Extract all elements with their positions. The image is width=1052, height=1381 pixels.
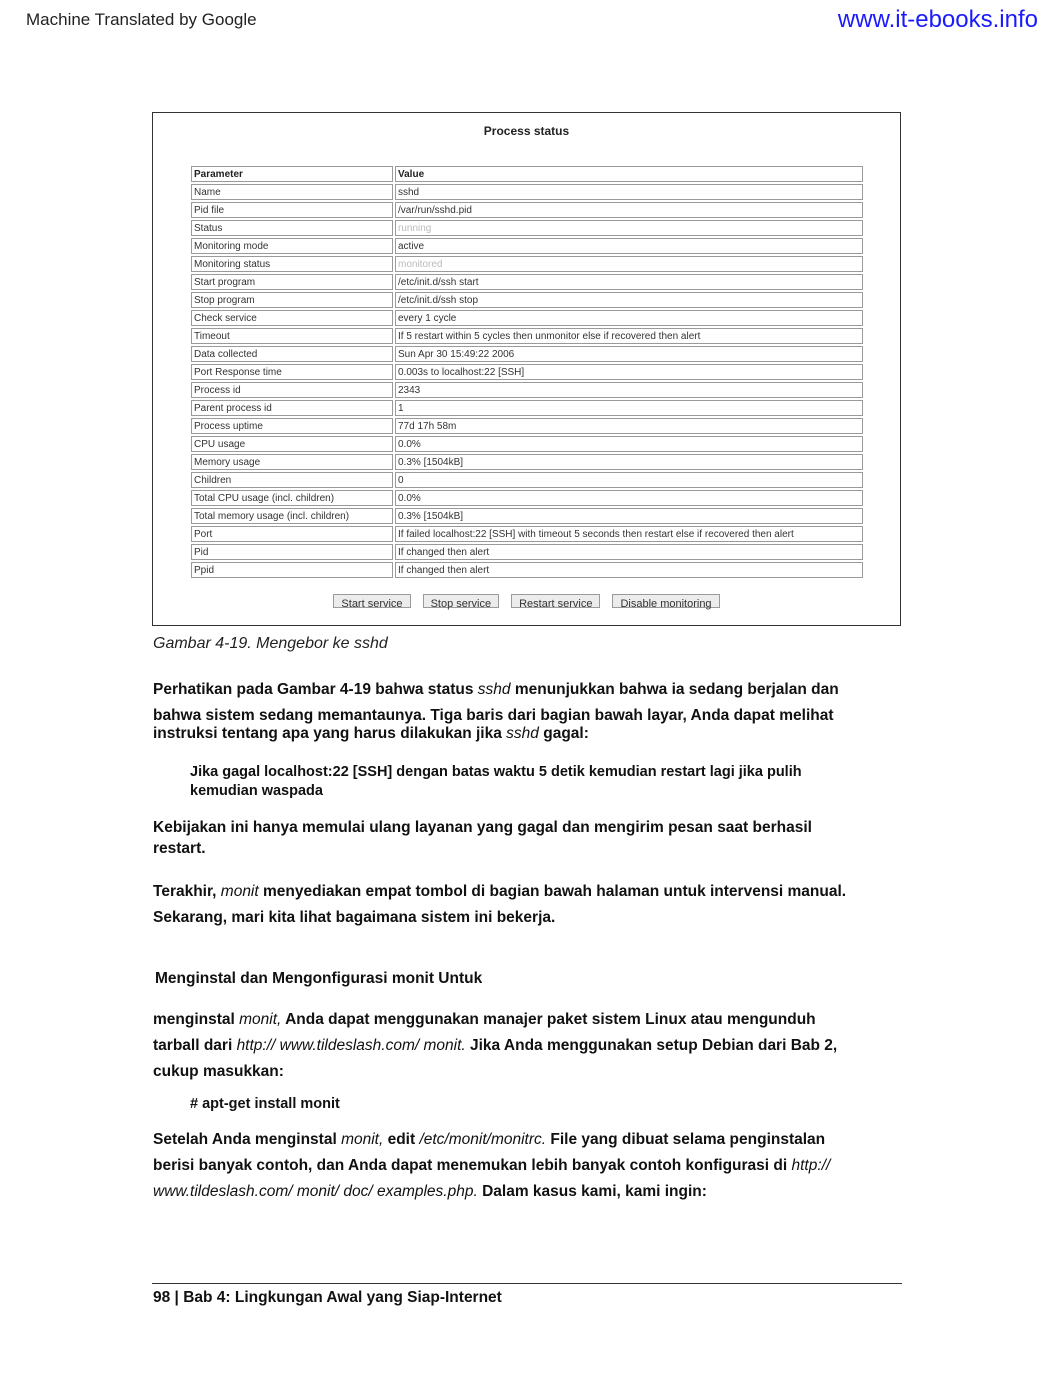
parameter-cell: Check service: [191, 310, 393, 326]
parameter-cell: Monitoring mode: [191, 238, 393, 254]
value-cell: 0.3% [1504kB]: [395, 454, 863, 470]
table-row: [191, 238, 863, 254]
text-run: menunjukkan bahwa ia sedang berjalan dan: [510, 681, 839, 698]
value-cell: If failed localhost:22 [SSH] with timeout 5 seconds then restart else if recovered then alert: [395, 526, 863, 542]
text-run: Jika gagal localhost:22 [SSH] dengan batas waktu 5 detik kemudian restart lagi jika pulih: [190, 764, 802, 780]
table-row: [191, 418, 863, 434]
text-run: gagal:: [538, 725, 589, 742]
tildeslash-url: http:// www.tildeslash.com/ monit.: [236, 1037, 466, 1054]
monitrc-path: /etc/monit/monitrc.: [419, 1131, 547, 1148]
parameter-cell: Timeout: [191, 328, 393, 344]
table-row: [191, 472, 863, 488]
table-row: [191, 220, 863, 236]
text-run: Perhatikan pada Gambar 4-19 bahwa status: [153, 681, 478, 698]
figure-caption: Gambar 4-19. Mengebor ke sshd: [153, 635, 388, 652]
value-cell: active: [395, 238, 863, 254]
text-run: menginstal: [153, 1011, 240, 1028]
stop-service-button[interactable]: Stop service: [423, 594, 500, 608]
table-row: [191, 292, 863, 308]
table-row: [191, 526, 863, 542]
paragraph-status-intro-end: [153, 724, 913, 744]
text-run-italic: sshd: [506, 725, 539, 742]
parameter-cell: Name: [191, 184, 393, 200]
value-cell: /etc/init.d/ssh stop: [395, 292, 863, 308]
text-run: Terakhir,: [153, 883, 221, 900]
parameter-cell: CPU usage: [191, 436, 393, 452]
parameter-cell: Total memory usage (incl. children): [191, 508, 393, 524]
text-run: File yang dibuat selama penginstalan: [546, 1131, 826, 1148]
text-run: tarball dari: [153, 1037, 237, 1054]
table-body: [191, 184, 863, 578]
parameter-cell: Total CPU usage (incl. children): [191, 490, 393, 506]
value-cell: If changed then alert: [395, 544, 863, 560]
table-row: [191, 562, 863, 578]
value-cell: 1: [395, 400, 863, 416]
table-row: [191, 508, 863, 524]
value-cell: monitored: [395, 256, 863, 272]
value-cell: 77d 17h 58m: [395, 418, 863, 434]
text-run: Jika Anda menggunakan setup Debian dari Bab 2,: [465, 1037, 838, 1054]
section-heading: Menginstal dan Mengonfigurasi monit Untuk: [155, 970, 483, 987]
text-run: menyediakan empat tombol di bagian bawah halaman untuk intervensi manual.: [258, 883, 847, 900]
disable-monitoring-button[interactable]: Disable monitoring: [612, 594, 719, 608]
value-cell: 0: [395, 472, 863, 488]
parameter-cell: Status: [191, 220, 393, 236]
parameter-cell: Pid: [191, 544, 393, 560]
value-cell: Sun Apr 30 15:49:22 2006: [395, 346, 863, 362]
parameter-cell: Ppid: [191, 562, 393, 578]
parameter-cell: Port: [191, 526, 393, 542]
parameter-cell: Process id: [191, 382, 393, 398]
column-header-value: Value: [395, 166, 863, 182]
value-cell: 0.0%: [395, 436, 863, 452]
table-header-row: [191, 166, 863, 182]
value-cell: /var/run/sshd.pid: [395, 202, 863, 218]
parameter-cell: Start program: [191, 274, 393, 290]
site-link[interactable]: www.it-ebooks.info: [837, 6, 1038, 33]
table-row: [191, 202, 863, 218]
paragraph-configure: [153, 1127, 913, 1205]
value-cell: running: [395, 220, 863, 236]
parameter-cell: Pid file: [191, 202, 393, 218]
text-run: Setelah Anda menginstal: [153, 1131, 342, 1148]
table-row: [191, 310, 863, 326]
table-row: [191, 184, 863, 200]
value-cell: 0.0%: [395, 490, 863, 506]
footer-divider: [152, 1283, 902, 1284]
paragraph-buttons: [153, 879, 913, 931]
table-row: [191, 256, 863, 272]
value-cell: If 5 restart within 5 cycles then unmonitor else if recovered then alert: [395, 328, 863, 344]
table-row: [191, 490, 863, 506]
parameter-cell: Port Response time: [191, 364, 393, 380]
text-run: instruksi tentang apa yang harus dilakukan jika: [153, 725, 507, 742]
figure-title: Process status: [483, 124, 570, 138]
action-buttons: [153, 594, 900, 608]
parameter-cell: Process uptime: [191, 418, 393, 434]
table-row: [191, 382, 863, 398]
table-row: [191, 454, 863, 470]
text-run-italic: monit: [220, 883, 259, 900]
table-row: [191, 274, 863, 290]
parameter-cell: Children: [191, 472, 393, 488]
parameter-cell: Data collected: [191, 346, 393, 362]
text-run: berisi banyak contoh, dan Anda dapat menemukan lebih banyak contoh konfigurasi di: [153, 1157, 792, 1174]
examples-url-end: www.tildeslash.com/ monit/ doc/ examples.php.: [153, 1183, 478, 1200]
parameter-cell: Monitoring status: [191, 256, 393, 272]
value-cell: 2343: [395, 382, 863, 398]
process-status-figure: [152, 112, 901, 626]
install-command: # apt-get install monit: [190, 1096, 340, 1112]
text-run-italic: monit,: [341, 1131, 384, 1148]
paragraph-policy: [153, 817, 913, 859]
text-run-italic: monit,: [239, 1011, 282, 1028]
table-row: [191, 436, 863, 452]
parameter-cell: Memory usage: [191, 454, 393, 470]
text-run: bahwa sistem sedang memantaunya. Tiga baris dari bagian bawah layar, Anda dapat melihat: [153, 707, 834, 724]
text-run: Sekarang, mari kita lihat bagaimana sistem ini bekerja.: [153, 909, 556, 926]
value-cell: /etc/init.d/ssh start: [395, 274, 863, 290]
text-run: cukup masukkan:: [153, 1063, 284, 1080]
text-run: kemudian waspada: [190, 783, 323, 799]
text-run: Kebijakan ini hanya memulai ulang layanan yang gagal dan mengirim pesan saat berhasil: [153, 819, 812, 836]
value-cell: If changed then alert: [395, 562, 863, 578]
table-row: [191, 544, 863, 560]
table-row: [191, 400, 863, 416]
paragraph-status-intro: [153, 677, 913, 729]
examples-url-start: http://: [791, 1157, 831, 1174]
text-run-italic: sshd: [477, 681, 511, 698]
parameter-cell: Stop program: [191, 292, 393, 308]
start-service-button[interactable]: Start service: [333, 594, 410, 608]
table-row: [191, 346, 863, 362]
table-row: [191, 328, 863, 344]
text-run: Anda dapat menggunakan manajer paket sistem Linux atau mengunduh: [281, 1011, 816, 1028]
paragraph-install: [153, 1007, 913, 1085]
indented-rule-quote: [190, 763, 890, 801]
value-cell: 0.003s to localhost:22 [SSH]: [395, 364, 863, 380]
process-status-table: [189, 164, 865, 580]
parameter-cell: Parent process id: [191, 400, 393, 416]
text-run: Dalam kasus kami, kami ingin:: [477, 1183, 707, 1200]
value-cell: 0.3% [1504kB]: [395, 508, 863, 524]
restart-service-button[interactable]: Restart service: [511, 594, 600, 608]
text-run: restart.: [153, 840, 206, 857]
top-left-watermark: Machine Translated by Google: [26, 10, 257, 29]
text-run: edit: [383, 1131, 420, 1148]
table-row: [191, 364, 863, 380]
column-header-parameter: Parameter: [191, 166, 393, 182]
value-cell: sshd: [395, 184, 863, 200]
value-cell: every 1 cycle: [395, 310, 863, 326]
page-footer: 98 | Bab 4: Lingkungan Awal yang Siap-Internet: [153, 1289, 502, 1306]
